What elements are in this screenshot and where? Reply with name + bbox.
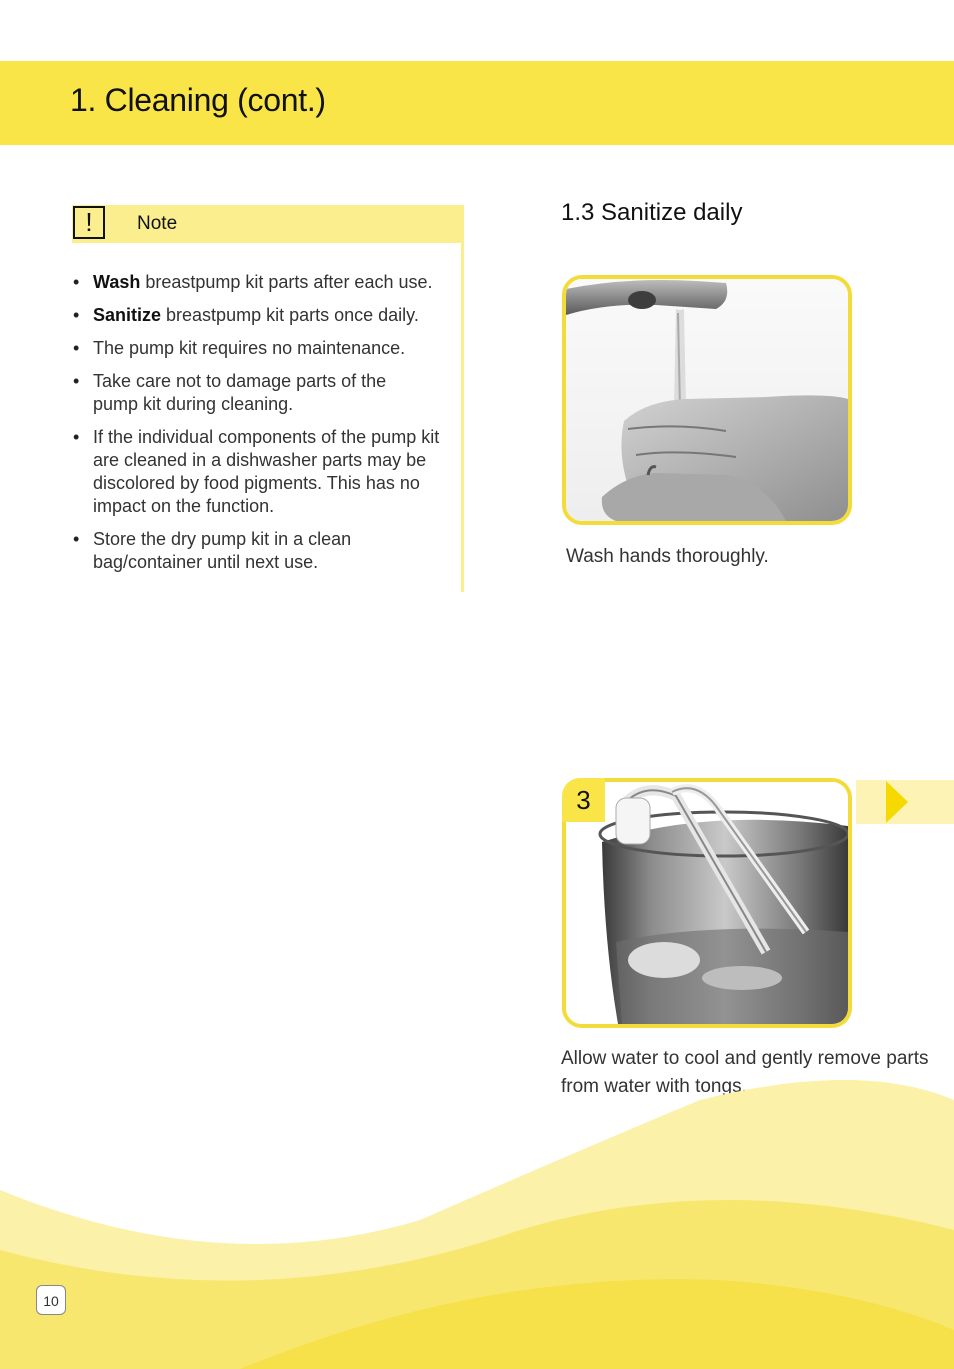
note-header bbox=[72, 205, 464, 243]
list-item: • The pump kit requires no maintenance. bbox=[72, 337, 458, 360]
list-item: • Wash breastpump kit parts after each use. bbox=[72, 271, 458, 294]
arrow-right-icon bbox=[886, 781, 908, 823]
section-title: 1.3 Sanitize daily bbox=[561, 199, 743, 226]
list-item: • If the individual components of the pump kit are cleaned in a dishwasher parts may be discolored by food pigments. This has no impact on the function. bbox=[72, 426, 453, 518]
exclamation-icon: ! bbox=[73, 206, 105, 239]
note-divider bbox=[461, 243, 464, 592]
washing-hands-illustration bbox=[566, 279, 848, 521]
list-item: • Take care not to damage parts of the pump kit during cleaning. bbox=[72, 370, 393, 416]
step-caption: Wash hands thoroughly. bbox=[566, 546, 769, 567]
step-caption: Allow water to cool and gently remove parts from water with tongs. bbox=[561, 1048, 929, 1097]
washing-hands-photo bbox=[562, 275, 852, 525]
list-item: • Store the dry pump kit in a clean bag/container until next use. bbox=[72, 528, 393, 574]
decorative-wave bbox=[0, 1070, 954, 1369]
pot-with-tongs-photo bbox=[562, 778, 852, 1028]
note-label: Note bbox=[137, 213, 178, 234]
page-title: 1. Cleaning (cont.) bbox=[70, 82, 326, 118]
step-number: 3 bbox=[562, 778, 605, 822]
page-number: 10 bbox=[36, 1285, 66, 1315]
note-list bbox=[72, 271, 458, 584]
pot-illustration bbox=[566, 782, 848, 1024]
list-item: • Sanitize breastpump kit parts once daily. bbox=[72, 304, 458, 327]
